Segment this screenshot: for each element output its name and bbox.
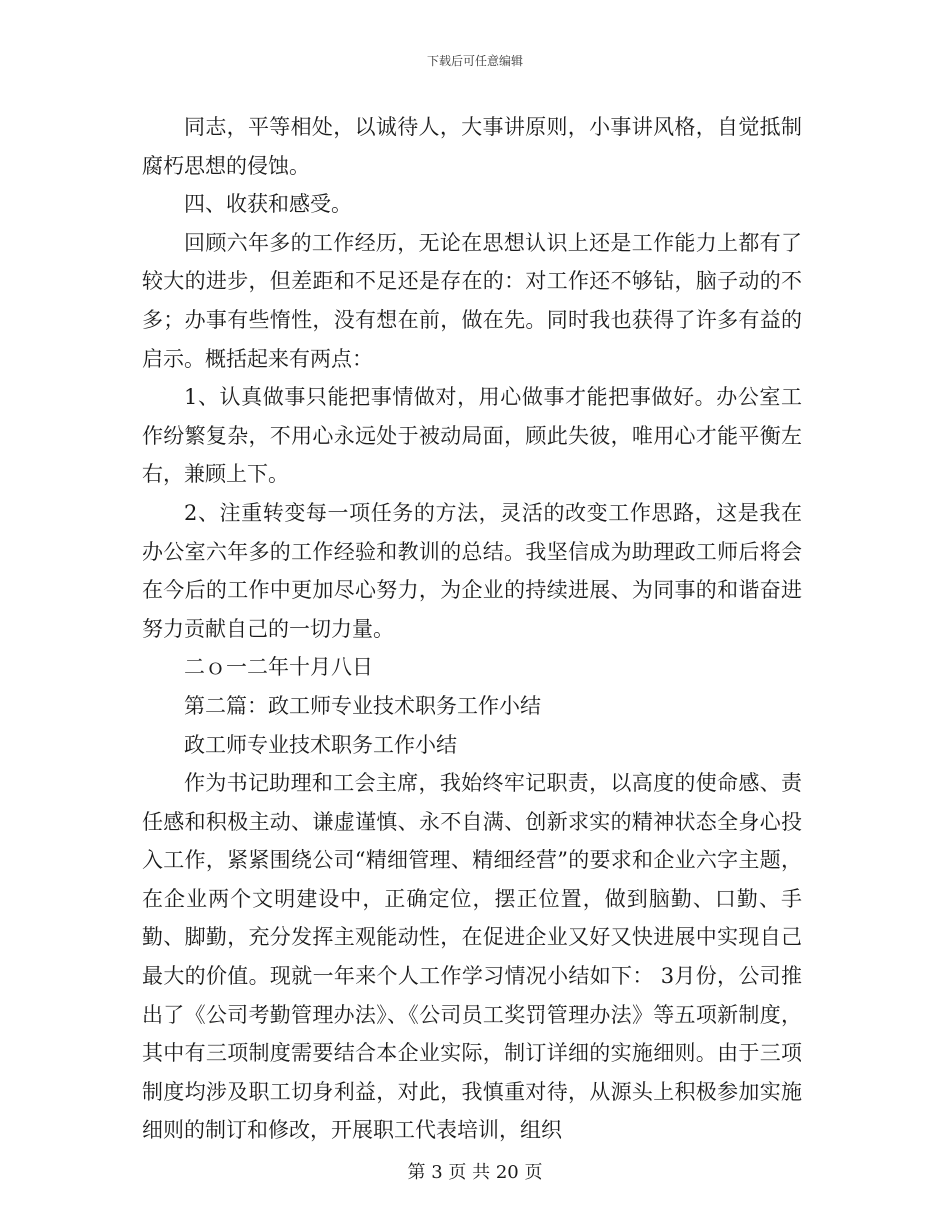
date-line: 二ｏ一二年十月八日 (184, 655, 373, 680)
paragraph-point-two: 2、注重转变每一项任务的方法，灵活的改变工作思路，这是我在办公室六年多的工作经验和教训的总结。我坚信成为助理政工师后将会在今后的工作中更加尽心努力，为企业的持续进展、为同事的和谐奋进努力贡献自己的一切力量。 (142, 500, 802, 641)
section-heading-four: 四、收获和感受。 (184, 192, 352, 217)
document-body (142, 108, 802, 1150)
page-header: 下载后可任意编辑 (426, 54, 523, 68)
part-two-title: 第二篇：政工师专业技术职务工作小结 (184, 693, 541, 718)
part-two-subtitle: 政工师专业技术职务工作小结 (184, 732, 457, 757)
paragraph-point-one: 1、认真做事只能把事情做对，用心做事才能把事做好。办公室工作纷繁复杂，不用心永远处于被动局面，顾此失彼，唯用心才能平衡左右，兼顾上下。 (142, 385, 802, 487)
paragraph-continuation: 同志，平等相处，以诚待人，大事讲原则，小事讲风格，自觉抵制腐朽思想的侵蚀。 (142, 115, 802, 178)
page-footer: 第 3 页 共 20 页 (407, 1162, 543, 1183)
paragraph-part-two-body: 作为书记助理和工会主席，我始终牢记职责，以高度的使命感、责任感和积极主动、谦虚谨慎、永不自满、创新求实的精神状态全身心投入工作，紧紧围绕公司“精细管理、精细经营”的要求和企业六字主题，在企业两个文明建设中，正确定位，摆正位置，做到脑勤、口勤、手勤、脚勤，充分发挥主观能动性，在促进企业又好又快进展中实现自己最大的价值。现就一年来个人工作学习情况小结如下： 3月份，公司推出了《公司考勤管理办法》、《公司员工奖罚管理办法》等五项新制度，其中有三项制度需要结合本企业实际，制订详细的实施细则。由于三项制度均涉及职工切身利益，对此，我慎重对待，从源头上积极参加实施细则的制订和修改，开展职工代表培训，组织 (142, 771, 802, 1143)
paragraph-review: 回顾六年多的工作经历，无论在思想认识上还是工作能力上都有了较大的进步，但差距和不足还是存在的：对工作还不够钻，脑子动的不多；办事有些惰性，没有想在前，做在先。同时我也获得了许多有益的启示。概括起来有两点： (142, 230, 802, 371)
